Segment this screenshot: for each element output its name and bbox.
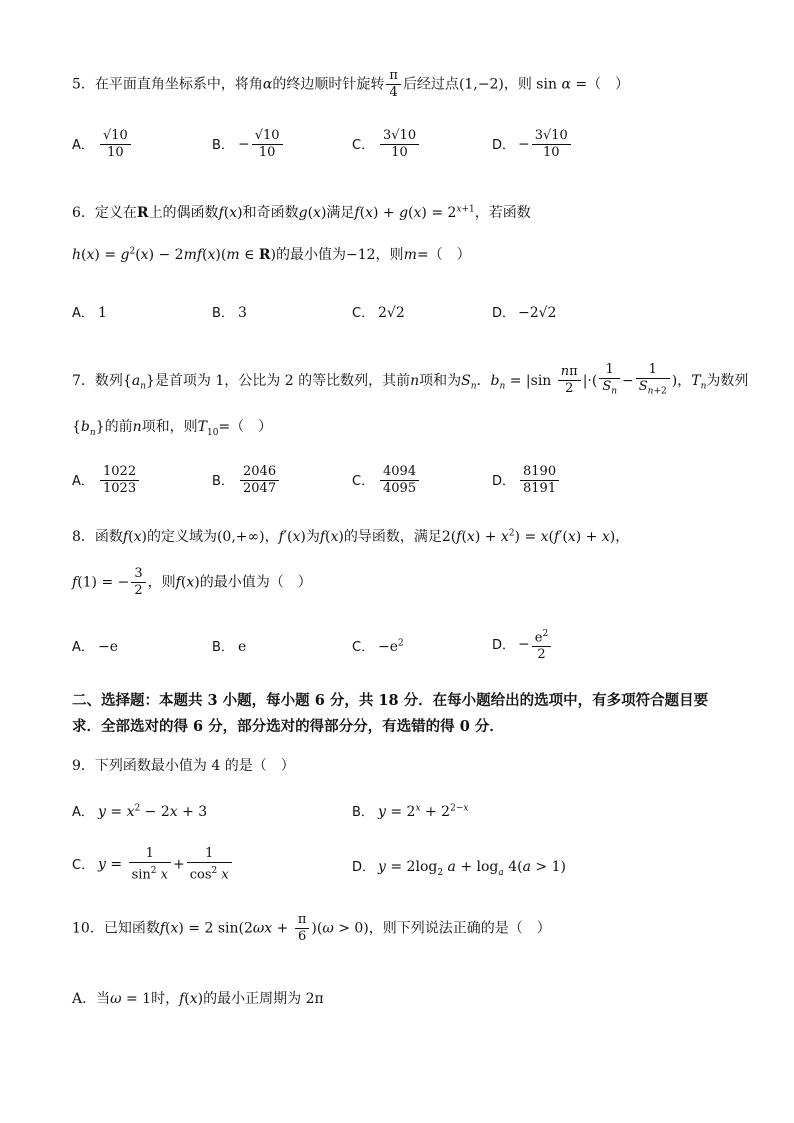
q5-point: (1,−2) xyxy=(458,76,504,93)
q5-text-tail: ，则 xyxy=(503,76,532,93)
q8-line1: 8．函数f(x)的定义域为(0,+∞)，f′(x)为f(x)的导函数，满足$2(f(x) + x^2) = x(f'(x) + x)$， xyxy=(72,528,630,545)
q5-text-post: 后经过点 xyxy=(402,76,459,93)
q8-option-b[interactable]: B． e xyxy=(212,639,247,655)
q6-option-b[interactable]: B． 3 xyxy=(212,305,247,321)
q9-option-c[interactable]: C． y = $\frac{1}{\sin^2 x}$ + $\frac{1}{\cos^2 x}$ xyxy=(72,846,234,883)
q6-line1: 6．定义在R上的偶函数f(x)和奇函数g(x)满足$f(x) + g(x) = 2^{x+1}$，若函数 xyxy=(72,204,531,221)
q9-option-a[interactable]: A． $y = x^2 - 2x + 3$ xyxy=(72,803,208,820)
q7-option-a[interactable]: A． $\frac{1022}{1023}$ xyxy=(72,464,141,497)
q6-line2: $h(x) = g^2(x) - 2mf(x)(m$ ∈ R)的最小值为−12，则m=（ ） xyxy=(72,246,471,263)
q10-option-a[interactable]: A．当ω = 1时，f(x)的最小正周期为 2π xyxy=(72,991,324,1007)
q5-text-end: =（ ） xyxy=(575,76,630,93)
q5-option-d[interactable]: D． − $\frac{3√10}{10}$ xyxy=(492,128,573,161)
q5-option-c[interactable]: C． $\frac{3√10}{10}$ xyxy=(352,128,421,161)
q7-line2: $\{b_n\}$的前n项和，则$T_{10}=$（ ） xyxy=(72,419,273,438)
q7-option-c[interactable]: C． $\frac{4094}{4095}$ xyxy=(352,464,421,497)
q5-option-b[interactable]: B． − $\frac{√10}{10}$ xyxy=(212,128,285,161)
q7-option-d[interactable]: D． $\frac{8190}{8191}$ xyxy=(492,464,561,497)
q6-option-a[interactable]: A． 1 xyxy=(72,305,107,321)
q7-line1: 7．数列$\{a_n\}$是首项为 1，公比为 2 的等比数列，其前n项和为$S_n$．$b_n = |\sin$ $\frac{n\pi}{2}$ |·( $\frac{1}{S_n}$ − $\frac{1}{S_{n+2}}$ )，$T_n$为数列 xyxy=(72,362,749,397)
pi-over-4: $\frac{\pi}{4}$ xyxy=(386,68,401,101)
q6-option-d[interactable]: D． −2√2 xyxy=(492,305,557,321)
q7-option-b[interactable]: B． $\frac{2046}{2047}$ xyxy=(212,464,281,497)
q10-stem: 10．已知函数f(x) = 2 sin(2ωx + $\frac{\pi}{6}$ )(ω > 0)，则下列说法正确的是（ ） xyxy=(72,912,551,944)
q8-option-c[interactable]: C． $-e^2$ xyxy=(352,638,404,655)
q5-text-mid: 的终边顺时针旋转 xyxy=(272,76,385,93)
q8-option-a[interactable]: A． −e xyxy=(72,639,119,655)
q8-line2: f(1) = − $\frac{3}{2}$ ，则f(x)的最小值为（ ） xyxy=(72,566,312,598)
q9-option-d[interactable]: D． $y = 2\log_2$ $a + \log_a 4(a > 1)$ xyxy=(352,859,566,878)
q5-text-pre: 5．在平面直角坐标系中，将角 xyxy=(72,76,263,93)
section-heading: 二、选择题：本题共 3 小题，每小题 6 分，共 18 分．在每小题给出的选项中，有多项符合题目要求．全部选对的得 6 分，部分选对的得部分分，有选错的得 0 分． xyxy=(72,692,709,735)
q8-option-d[interactable]: D． − $\frac{e^2}{2}$ xyxy=(492,626,553,663)
q9-option-b[interactable]: B． $y = 2^x + 2^{2-x}$ xyxy=(352,803,469,820)
q6-option-c[interactable]: C． 2√2 xyxy=(352,305,405,321)
q5-stem: 5．在平面直角坐标系中，将角α的终边顺时针旋转 $\frac{\pi}{4}$ 后经过点(1,−2)，则 sin α =（ ） xyxy=(72,68,630,100)
q5-option-a[interactable]: A． $\frac{√10}{10}$ xyxy=(72,128,133,161)
q9-stem: 9．下列函数最小值为 4 的是（ ） xyxy=(72,758,295,774)
